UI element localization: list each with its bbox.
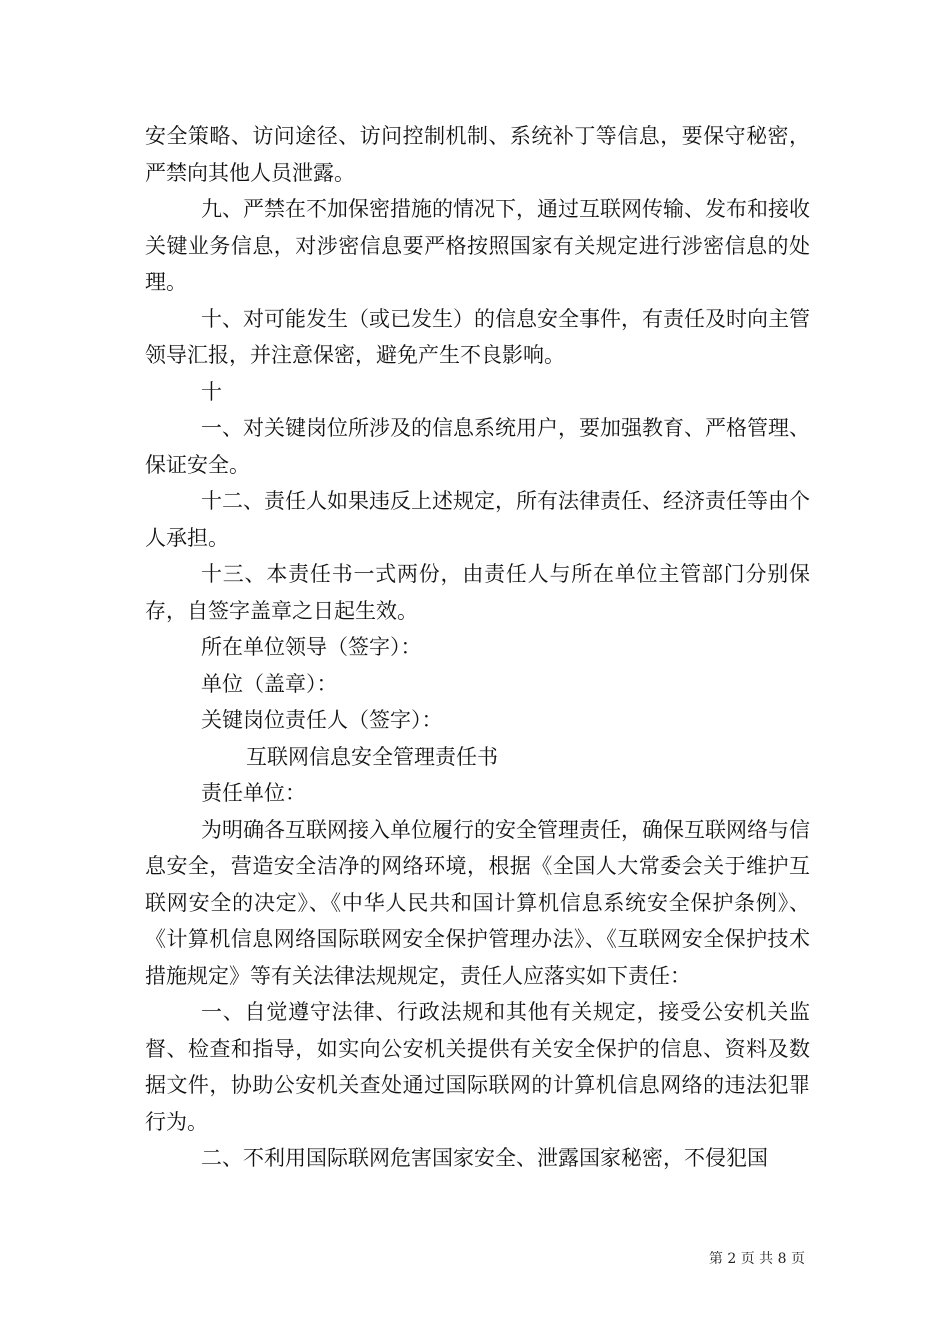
paragraph-item-11-prefix: 十 (201, 379, 222, 404)
page-number-footer: 第 2 页 共 8 页 (708, 1251, 805, 1267)
paragraph-item-12: 十二、责任人如果违反上述规定，所有法律责任、经济责任等由个人承担。 (145, 489, 810, 550)
paragraph-duty-1: 一、自觉遵守法律、行政法规和其他有关规定，接受公安机关监督、检查和指导，如实向公安机关提供有关安全保护的信息、资料及数据文件，协助公安机关查处通过国际联网的计算机信息网络的违法犯罪行为。 (145, 1000, 810, 1134)
paragraph-item-10: 十、对可能发生（或已发生）的信息安全事件，有责任及时向主管领导汇报，并注意保密，避免产生不良影响。 (145, 306, 810, 367)
signature-unit-seal: 单位（盖章）： (201, 671, 338, 696)
paragraph-item-9: 九、严禁在不加保密措施的情况下，通过互联网传输、发布和接收关键业务信息，对涉密信息要严格按照国家有关规定进行涉密信息的处理。 (145, 197, 810, 294)
paragraph-item-11: 一、对关键岗位所涉及的信息系统用户，要加强教育、严格管理、保证安全。 (145, 416, 810, 477)
signature-unit-leader: 所在单位领导（签字）： (201, 635, 422, 659)
paragraph-security-strategy: 安全策略、访问途径、访问控制机制、系统补丁等信息，要保守秘密，严禁向其他人员泄露。 (145, 124, 810, 185)
document-body (145, 118, 810, 1177)
signature-key-post-owner: 关键岗位责任人（签字）： (201, 708, 443, 732)
paragraph-preamble: 为明确各互联网接入单位履行的安全管理责任，确保互联网络与信息安全，营造安全洁净的网络环境，根据《全国人大常委会关于维护互联网安全的决定》、《中华人民共和国计算机信息系统安全保护条例》、《计算机信息网络国际联网安全保护管理办法》、《互联网安全保护技术措施规定》等有关法律法规规定，责任人应落实如下责任： (145, 817, 810, 988)
paragraph-item-13: 十三、本责任书一式两份，由责任人与所在单位主管部门分别保存，自签字盖章之日起生效。 (145, 562, 810, 623)
paragraph-duty-2: 二、不利用国际联网危害国家安全、泄露国家秘密，不侵犯国 (201, 1146, 768, 1170)
responsible-unit-label: 责任单位： (201, 781, 306, 805)
document-title: 互联网信息安全管理责任书 (246, 744, 498, 769)
